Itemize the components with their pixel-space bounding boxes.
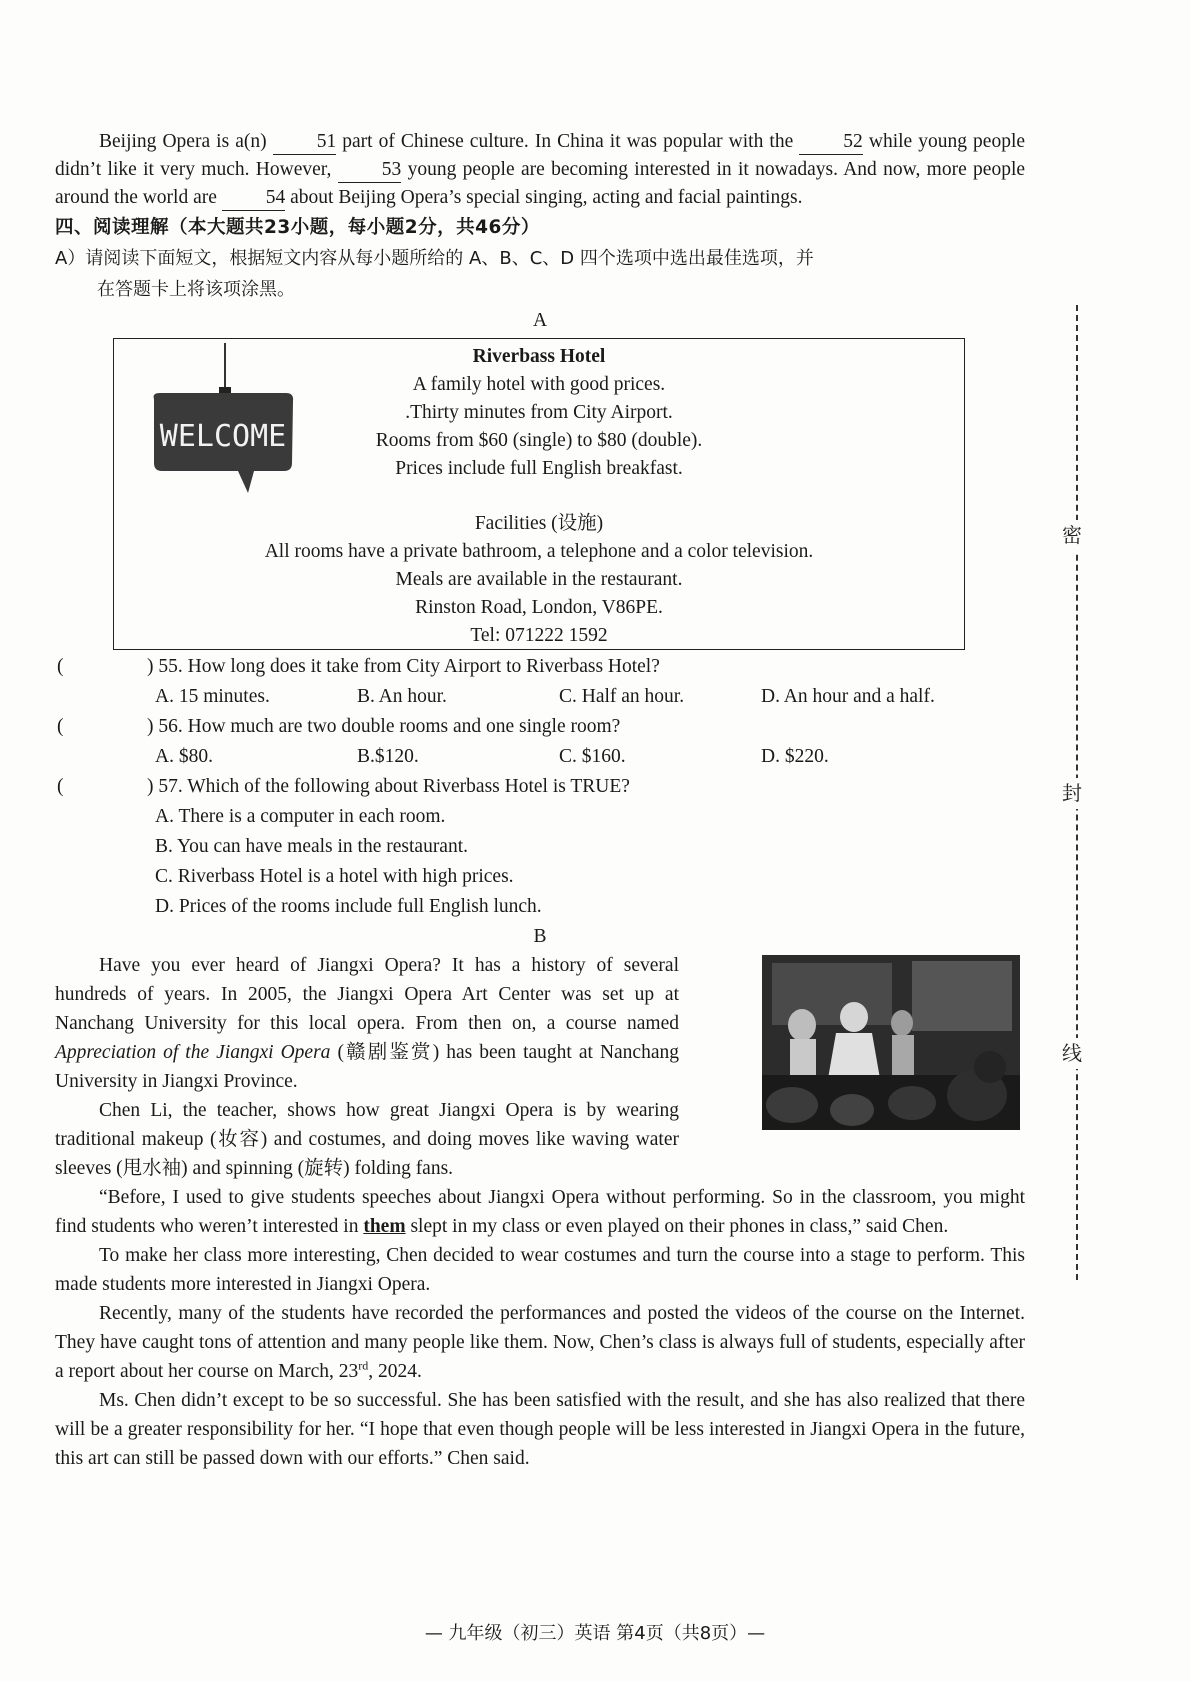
option-c: C. Riverbass Hotel is a hotel with high prices.	[155, 866, 514, 887]
facilities-title: Facilities (设施)	[474, 513, 604, 534]
section-instructions: A）请阅读下面短文，根据短文内容从每小题所给的 A、B、C、D 四个选项中选出最佳选项，并 在答题卡上将该项涂黑。	[55, 248, 814, 300]
seal-char-mi: 密	[1062, 520, 1082, 551]
question-stem: ) 55. How long does it take from City Airport to Riverbass Hotel?	[147, 656, 660, 677]
question-57	[55, 772, 1025, 922]
facility-line: Rinston Road, London, V86PE.	[415, 597, 663, 618]
option-a: A. There is a computer in each room.	[155, 806, 446, 827]
svg-text:WELCOME: WELCOME	[159, 419, 287, 454]
section-title: 四、阅读理解（本大题共23小题，每小题2分，共46分）	[55, 217, 540, 238]
paragraph-1: Have you ever heard of Jiangxi Opera? It has a history of several hundreds of years. In 2005, the Jiangxi Opera Art Center was set up at Nanchang University for this local opera. From then on, a course named Appreciation of the Jiangxi Opera (赣剧鉴赏) has been taught at Nanchang University in Jiangxi Province.	[55, 955, 679, 1092]
answer-paren: (	[57, 716, 64, 737]
facility-line: Tel: 071222 1592	[470, 625, 608, 646]
hotel-line: .Thirty minutes from City Airport.	[405, 402, 673, 423]
facility-line: All rooms have a private bathroom, a telephone and a color television.	[264, 541, 814, 562]
hotel-advert	[113, 338, 965, 650]
paragraph-5: Recently, many of the students have recorded the performances and posted the videos of the course on the Internet. They have caught tons of attention and many people like them. Now, Chen’s class is always full of students, especially after a report about her course on March, 23rd, 2024.	[55, 1303, 1025, 1382]
question-56	[55, 712, 1025, 772]
option-b: B. You can have meals in the restaurant.	[155, 836, 469, 857]
question-stem: ) 56. How much are two double rooms and one single room?	[147, 716, 621, 737]
cloze-paragraph: Beijing Opera is a(n) 51 part of Chinese culture. In China it was popular with the 52 while young people didn’t like it very much. However, 53 young people are becoming interested in it nowadays. And now, more people around the world are 54 about Beijing Opera’s special singing, acting and facial paintings.	[55, 128, 1025, 212]
classroom-opera-photo	[762, 955, 1020, 1130]
facility-line: Meals are available in the restaurant.	[395, 569, 683, 590]
option-d: D. Prices of the rooms include full English lunch.	[155, 896, 542, 917]
hotel-line: Prices include full English breakfast.	[395, 458, 683, 479]
answer-paren: (	[57, 776, 64, 797]
option-d: D. $220.	[761, 746, 829, 767]
option-d: D. An hour and a half.	[761, 686, 935, 707]
paragraph-3: “Before, I used to give students speeches about Jiangxi Opera without performing. So in the classroom, you might find students who weren’t interested in them slept in my class or even played on their phones in class,” said Chen.	[55, 1187, 1025, 1237]
question-stem: ) 57. Which of the following about Riverbass Hotel is TRUE?	[147, 776, 630, 797]
passage-b-label: B	[533, 926, 547, 947]
hotel-name: Riverbass Hotel	[472, 346, 606, 367]
hotel-line: Rooms from $60 (single) to $80 (double).	[375, 430, 703, 451]
blank-51: 51	[273, 130, 337, 155]
option-c: C. $160.	[559, 746, 626, 767]
option-b: B. An hour.	[357, 686, 447, 707]
option-c: C. Half an hour.	[559, 686, 685, 707]
seal-char-feng: 封	[1062, 778, 1082, 809]
seal-char-xian: 线	[1062, 1038, 1082, 1069]
hotel-info	[114, 343, 964, 650]
paragraph-4: To make her class more interesting, Chen decided to wear costumes and turn the course into a stage to perform. This made students more interested in Jiangxi Opera.	[55, 1245, 1025, 1295]
passage-a-label: A	[532, 310, 548, 331]
question-55	[55, 652, 1025, 712]
blank-52: 52	[799, 130, 863, 155]
passage-b	[55, 951, 1025, 1473]
blank-54: 54	[222, 186, 286, 211]
blank-53: 53	[338, 158, 402, 183]
option-a: A. $80.	[155, 746, 213, 767]
paragraph-6: Ms. Chen didn’t except to be so successful. She has been satisfied with the result, and she has also realized that there will be a greater responsibility for her. “I hope that even though people will be less interested in Jiangxi Opera in the future, this art can still be passed down with our efforts.” Chen said.	[55, 1390, 1025, 1469]
option-a: A. 15 minutes.	[155, 686, 270, 707]
hotel-line: A family hotel with good prices.	[412, 374, 666, 395]
answer-paren: (	[57, 656, 64, 677]
page-footer: — 九年级（初三）英语 第4页（共8页）—	[424, 1623, 766, 1644]
underlined-word-them: them	[363, 1216, 406, 1237]
option-b: B.$120.	[357, 746, 419, 767]
paragraph-2: Chen Li, the teacher, shows how great Jiangxi Opera is by wearing traditional makeup (妆容) and costumes, and doing moves like waving water sleeves (甩水袖) and spinning (旋转) folding fans.	[55, 1100, 679, 1179]
exam-page	[55, 128, 1025, 1473]
